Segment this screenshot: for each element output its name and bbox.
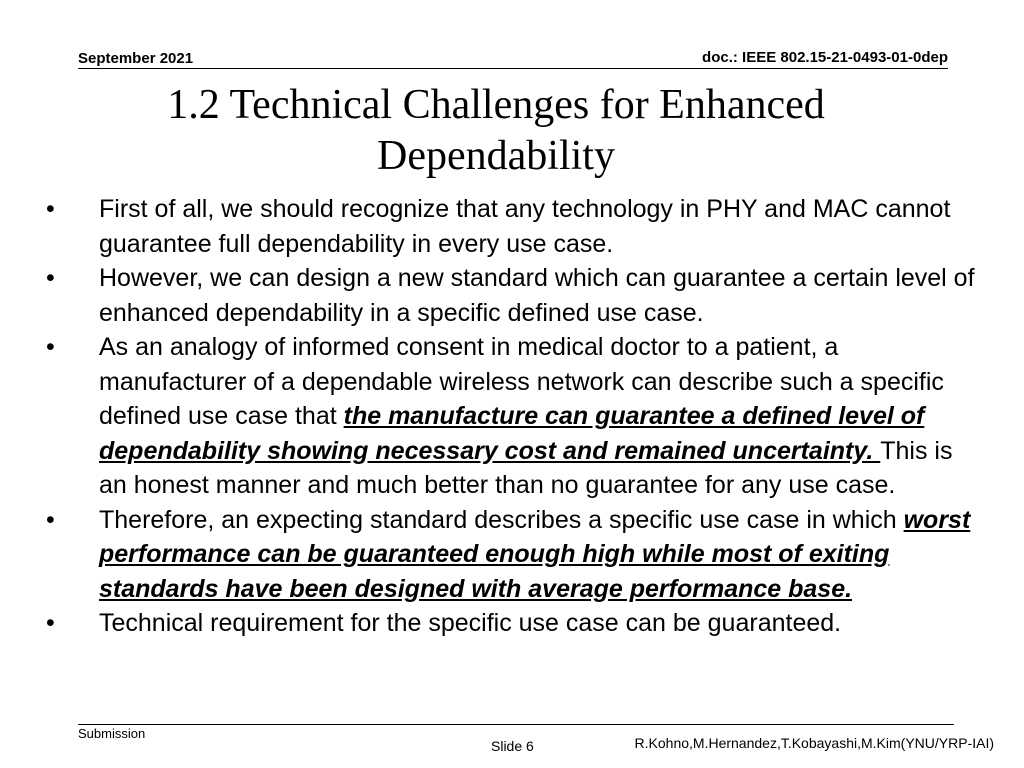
bullet-text: As an analogy of informed consent in medical doctor to a patient, a manufacturer of a dependable wireless network can describe such a specific defined use case that [99,333,944,430]
bullet-emphasis: worst performance can be guaranteed enough high while most of exiting standards have been designed with average performance base. [99,505,971,603]
bullet-mark: • [46,195,55,223]
slide-title-line-1: 1.2 Technical Challenges for Enhanced [167,82,825,128]
bullet-text: First of all, we should recognize that any technology in PHY and MAC cannot guarantee full dependability in every use case. [99,195,951,258]
bullet-item-1 [46,192,986,261]
header-doc-id: doc.: IEEE 802.15-21-0493-01-0dep [702,49,948,66]
footer-rule [78,724,954,725]
bullet-text: However, we can design a new standard which can guarantee a certain level of enhanced dependability in a specific defined use case. [99,264,975,327]
footer-author: R.Kohno,M.Hernandez,T.Kobayashi,M.Kim(YNU/YRP-IAI) [634,735,994,751]
bullet-mark: • [46,264,55,292]
bullet-text-continued: This is an honest manner and much better than no guarantee for any use case. [99,436,953,499]
bullet-mark: • [46,333,55,361]
bullet-mark: • [46,505,55,534]
bullet-text: Therefore, an expecting standard describes a specific use case in which [99,505,904,534]
bullet-item-3 [46,330,986,503]
bullet-mark: • [46,609,55,637]
header-rule [78,68,948,69]
bullet-emphasis: the manufacture can guarantee a defined level of dependability showing necessary cost and remained uncertainty. [99,402,925,465]
bullet-list [46,192,986,641]
slide-title [96,80,896,182]
slide-title-line-2: Dependability [377,133,615,179]
bullet-item-4 [46,503,986,607]
footer-slide-number: Slide 6 [491,738,534,754]
bullet-text: Technical requirement for the specific use case can be guaranteed. [99,609,842,637]
footer-submission: Submission [78,726,146,741]
header-date: September 2021 [78,50,194,67]
bullet-item-5 [46,606,986,641]
bullet-item-2 [46,261,986,330]
